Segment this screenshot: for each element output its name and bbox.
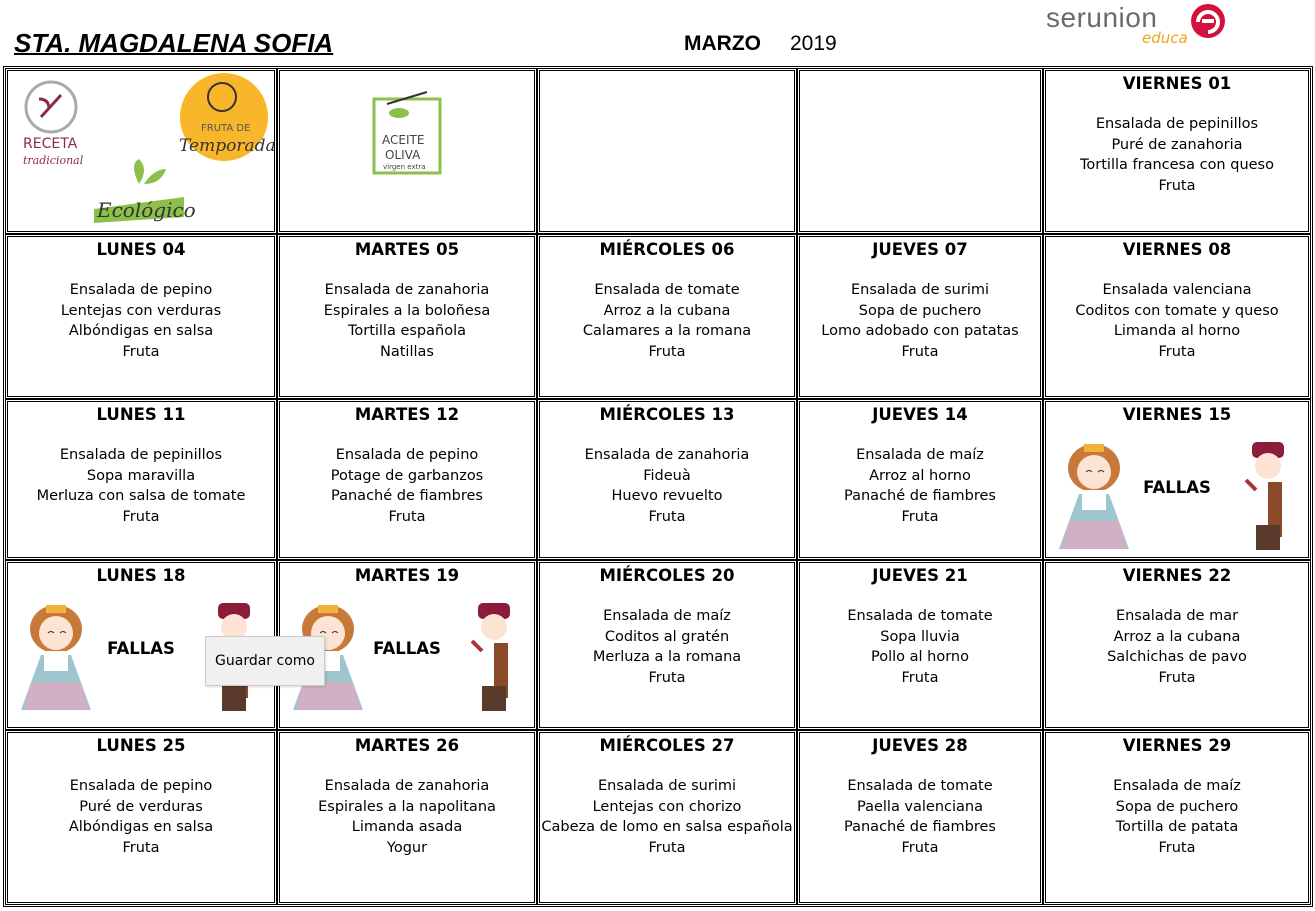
menu-items — [538, 280, 796, 362]
day-heading: MARTES 26 — [354, 736, 460, 755]
menu-dish: Fruta — [1158, 669, 1196, 686]
day-heading: MARTES 12 — [354, 405, 460, 424]
menu-calendar — [3, 66, 1313, 907]
cell-logos — [5, 68, 277, 234]
menu-dish: Ensalada de pepino — [69, 282, 213, 298]
menu-dish: Lentejas con verduras — [60, 302, 222, 319]
menu-dish: Lentejas con chorizo — [592, 798, 742, 815]
menu-items — [6, 280, 276, 362]
menu-dish: Fruta — [122, 839, 160, 856]
fallera-girl-image — [16, 597, 98, 726]
day-cell — [537, 730, 797, 905]
menu-dish: Ensalada de pepino — [335, 447, 479, 463]
day-heading: VIERNES 08 — [1122, 240, 1232, 259]
save-as-menu-item[interactable]: Guardar como — [205, 636, 325, 686]
menu-dish: Ensalada de zanahoria — [584, 447, 750, 463]
menu-dish: Ensalada de tomate — [847, 608, 993, 624]
day-cell — [277, 399, 537, 560]
menu-dish: Ensalada de surimi — [850, 282, 990, 298]
fallas-label: FALLAS — [107, 639, 175, 658]
day-heading: VIERNES 15 — [1122, 405, 1232, 424]
day-cell — [797, 560, 1043, 730]
svg-text:virgen extra: virgen extra — [383, 163, 426, 171]
day-cell — [1043, 399, 1311, 560]
menu-dish: Fruta — [901, 839, 939, 856]
svg-text:Temporada: Temporada — [178, 136, 274, 156]
day-heading: MIÉRCOLES 20 — [599, 566, 735, 585]
menu-items — [278, 445, 536, 527]
menu-items — [538, 776, 796, 858]
menu-dish: Puré de verduras — [79, 798, 203, 815]
cell-logo2 — [277, 68, 537, 234]
menu-dish: Limanda asada — [351, 819, 463, 835]
menu-items — [798, 606, 1042, 688]
day-heading: JUEVES 28 — [872, 736, 968, 755]
day-cell — [1043, 560, 1311, 730]
fallas-label: FALLAS — [373, 639, 441, 658]
menu-dish: Limanda al horno — [1113, 323, 1241, 339]
menu-dish: Tortilla española — [347, 323, 467, 339]
menu-dish: Ensalada de pepinillos — [59, 447, 223, 463]
menu-dish: Arroz a la cubana — [603, 302, 731, 319]
day-heading: VIERNES 29 — [1122, 736, 1232, 755]
day-heading: MARTES 19 — [354, 566, 460, 585]
menu-items — [1044, 776, 1310, 858]
menu-dish: Merluza a la romana — [592, 649, 742, 665]
day-cell — [797, 234, 1043, 399]
menu-dish: Ensalada de zanahoria — [324, 778, 490, 794]
cell-empty — [537, 68, 797, 234]
menu-dish: Espirales a la boloñesa — [323, 302, 491, 319]
menu-dish: Fruta — [122, 508, 160, 525]
menu-dish: Sopa lluvia — [880, 628, 960, 645]
menu-dish: Fruta — [122, 343, 160, 360]
day-cell — [5, 234, 277, 399]
menu-dish: Fruta — [388, 508, 426, 525]
svg-text:ACEITE: ACEITE — [382, 133, 425, 147]
menu-items — [798, 280, 1042, 362]
menu-dish: Panaché de fiambres — [331, 488, 483, 504]
day-cell — [797, 399, 1043, 560]
svg-text:tradicional: tradicional — [22, 154, 83, 167]
day-cell — [1043, 234, 1311, 399]
day-heading: JUEVES 07 — [872, 240, 968, 259]
menu-dish: Tortilla de patata — [1115, 819, 1239, 835]
menu-items — [538, 445, 796, 527]
fallera-girl-image — [1054, 436, 1136, 560]
fallas-label: FALLAS — [1143, 478, 1211, 497]
menu-dish: Coditos al gratén — [604, 628, 730, 645]
menu-dish: Paella valenciana — [856, 798, 984, 815]
menu-dish: Merluza con salsa de tomate — [36, 488, 246, 504]
day-heading: LUNES 04 — [96, 240, 186, 259]
menu-dish: Ensalada de maíz — [856, 447, 984, 463]
menu-dish: Potage de garbanzos — [330, 467, 484, 484]
day-cell — [797, 730, 1043, 905]
menu-dish: Salchichas de pavo — [1107, 649, 1247, 665]
menu-dish: Albóndigas en salsa — [68, 323, 214, 339]
logos-image — [9, 69, 274, 229]
menu-dish: Cabeza de lomo en salsa española — [541, 819, 793, 835]
brand-sub: educa — [1142, 29, 1188, 47]
menu-dish: Sopa maravilla — [86, 467, 196, 484]
menu-items — [1044, 280, 1310, 362]
day-heading: MIÉRCOLES 27 — [599, 736, 735, 755]
svg-text:RECETA: RECETA — [22, 136, 77, 152]
menu-dish: Fruta — [1158, 177, 1196, 194]
menu-dish: Tortilla francesa con queso — [1080, 157, 1274, 173]
day-cell — [1043, 68, 1311, 234]
olive-oil-logo — [347, 69, 467, 189]
day-heading: MIÉRCOLES 13 — [599, 405, 735, 424]
day-heading: JUEVES 14 — [872, 405, 968, 424]
svg-text:Ecológico: Ecológico — [96, 198, 196, 222]
menu-dish: Fideuà — [643, 467, 691, 484]
menu-dish: Huevo revuelto — [611, 488, 723, 504]
menu-dish: Ensalada valenciana — [1102, 282, 1252, 298]
day-cell — [537, 234, 797, 399]
menu-items — [6, 776, 276, 858]
menu-dish: Ensalada de tomate — [847, 778, 993, 794]
day-cell — [5, 399, 277, 560]
menu-dish: Natillas — [380, 343, 434, 360]
menu-dish: Panaché de fiambres — [844, 819, 996, 835]
menu-dish: Espirales a la napolitana — [318, 798, 496, 815]
cell-empty — [797, 68, 1043, 234]
serunion-logo — [1046, 2, 1236, 48]
menu-items — [538, 606, 796, 688]
day-heading: LUNES 11 — [96, 405, 186, 424]
menu-dish: Panaché de fiambres — [844, 488, 996, 504]
menu-dish: Coditos con tomate y queso — [1075, 302, 1279, 319]
day-heading: JUEVES 21 — [872, 566, 968, 585]
day-cell — [5, 730, 277, 905]
menu-dish: Albóndigas en salsa — [68, 819, 214, 835]
menu-items — [798, 776, 1042, 858]
day-heading: MARTES 05 — [354, 240, 460, 259]
menu-dish: Sopa de puchero — [858, 302, 982, 319]
brand-name: serunion — [1046, 2, 1158, 33]
menu-dish: Fruta — [648, 839, 686, 856]
day-cell — [277, 730, 537, 905]
menu-dish: Fruta — [1158, 343, 1196, 360]
menu-dish: Ensalada de maíz — [1113, 778, 1241, 794]
menu-dish: Fruta — [648, 343, 686, 360]
menu-dish: Ensalada de mar — [1115, 608, 1239, 624]
menu-dish: Fruta — [648, 669, 686, 686]
menu-dish: Ensalada de zanahoria — [324, 282, 490, 298]
menu-dish: Ensalada de surimi — [597, 778, 737, 794]
menu-dish: Fruta — [901, 343, 939, 360]
rose-icon — [1186, 2, 1232, 42]
menu-dish: Arroz al horno — [869, 467, 971, 484]
school-title: STA. MAGDALENA SOFIA — [14, 28, 334, 58]
menu-dish: Calamares a la romana — [582, 323, 752, 339]
menu-dish: Ensalada de tomate — [594, 282, 740, 298]
month-label: MARZO — [684, 32, 761, 55]
day-cell — [537, 560, 797, 730]
svg-text:OLIVA: OLIVA — [385, 148, 421, 162]
menu-dish: Sopa de puchero — [1115, 798, 1239, 815]
menu-items — [1044, 606, 1310, 688]
menu-items — [798, 445, 1042, 527]
day-cell — [537, 399, 797, 560]
menu-dish: Lomo adobado con patatas — [821, 323, 1019, 339]
day-cell — [277, 234, 537, 399]
menu-dish: Fruta — [1158, 839, 1196, 856]
day-heading: MIÉRCOLES 06 — [599, 240, 735, 259]
day-heading: VIERNES 22 — [1122, 566, 1232, 585]
menu-items — [278, 280, 536, 362]
menu-dish: Arroz a la cubana — [1113, 628, 1241, 645]
day-cell — [1043, 730, 1311, 905]
day-heading: LUNES 18 — [96, 566, 186, 585]
fallero-boy-image — [1238, 440, 1298, 560]
menu-dish: Puré de zanahoria — [1111, 136, 1243, 153]
menu-dish: Yogur — [386, 839, 428, 856]
menu-dish: Fruta — [901, 669, 939, 686]
fallero-boy-image — [464, 601, 524, 725]
menu-items — [1044, 114, 1310, 196]
day-heading: LUNES 25 — [96, 736, 186, 755]
year-label: 2019 — [790, 32, 837, 55]
menu-dish: Ensalada de pepino — [69, 778, 213, 794]
day-heading: VIERNES 01 — [1122, 74, 1232, 93]
menu-items — [278, 776, 536, 858]
menu-dish: Fruta — [901, 508, 939, 525]
menu-dish: Ensalada de pepinillos — [1095, 116, 1259, 132]
svg-text:FRUTA DE: FRUTA DE — [200, 123, 250, 134]
menu-dish: Ensalada de maíz — [603, 608, 731, 624]
menu-dish: Pollo al horno — [871, 649, 969, 665]
menu-items — [6, 445, 276, 527]
menu-dish: Fruta — [648, 508, 686, 525]
